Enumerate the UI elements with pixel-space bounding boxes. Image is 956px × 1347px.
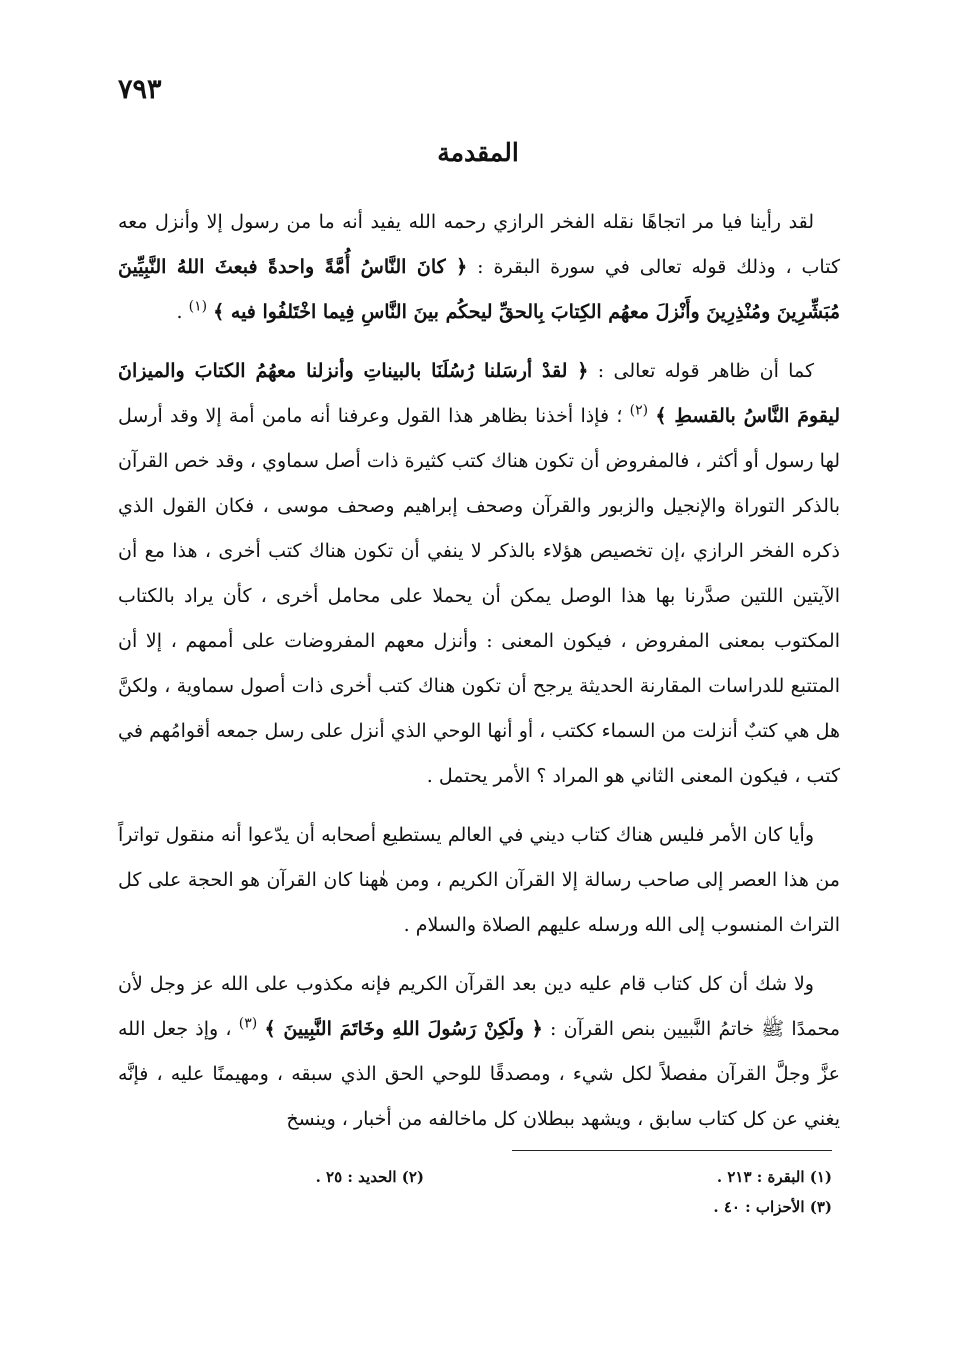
footnote-3: (٣) الأحزاب : ٤٠ . bbox=[713, 1198, 832, 1216]
paragraph-text: . bbox=[176, 301, 189, 323]
paragraph-text: ولا شك أن كل كتاب قام عليه دين بعد القرآن الكريم فإنه مكذوب على الله عز وجل لأن محمدًا ﷺ خاتمُ النَّبيين بنص القرآن : bbox=[118, 973, 841, 1040]
quran-verse: ﴿ كانَ النَّاسُ أُمَّةً واحدةً فبعثَ اللهُ النَّبِيِّينَ مُبَشِّرِينَ ومُنْذِرِينَ وأَنْزلَ معهُم الكِتابَ بِالحقِّ ليحكُم بينَ النَّاسِ فِيما اخْتَلفُوا فيه ﴾ bbox=[118, 256, 840, 323]
body-text bbox=[118, 200, 840, 1156]
page-title: المقدمة bbox=[437, 138, 519, 167]
paragraph-text: ؛ فإذا أخذنا بظاهر هذا القول وعرفنا أنه مامن أمة إلا وقد أرسل لها رسول أو أكثر ، فالمفروض أن تكون هناك كتب كثيرة ذات أصل سماوي ، وقد خص القرآن بالذكر التوراة والإنجيل والزبور والقرآن وصحف إبراهيم وصحف موسى ، فكان القول الذي ذكره الفخر الرازي ،إن تخصيص هؤلاء بالذكر لا ينفي أن تكون هناك كتب أخرى ، هذا مع أن الآيتين اللتين صدَّرنا بها هذا الوصل يمكن أن يحملا على محامل أخرى ، كأن يراد بالكتاب المكتوب بمعنى المفروض ، فيكون المعنى : وأنزل معهم المفروضات على أممهم ، إلا أن المتتبع للدراسات المقارنة الحديثة يرجح أن تكون هناك كتب أخرى ذات أصول سماوية ، ولكنَّ هل هي كتبٌ أنزلت من السماء ككتب ، أو أنها الوحي الذي أنزل على رسل جمعه أقوامُهم في كتب ، فيكون المعنى الثاني هو المراد ؟ الأمر يحتمل . bbox=[118, 405, 840, 787]
footnote-ref: (٢) bbox=[629, 402, 649, 419]
quran-verse: ﴿ ولَكِنْ رَسُولَ اللهِ وخَاتَمَ النَّبِيينَ ﴾ bbox=[264, 1018, 543, 1040]
footnote-divider bbox=[512, 1150, 832, 1151]
quran-verse: ﴿ لقدْ أرسَلنا رُسُلَنَا بالبيناتِ وأنزلنا معهُمُ الكتابَ والميزانَ ليقومَ النَّاسُ بالقسطِ ﴾ bbox=[118, 360, 841, 427]
paragraph-text: كما أن ظاهر قوله تعالى : bbox=[588, 360, 814, 382]
page-number: ٧٩٣ bbox=[118, 74, 162, 105]
paragraph-text: لقد رأينا فيا مر اتجاهًا نقله الفخر الرازي رحمه الله يفيد أنه ما من رسول إلا وأنزل معه كتاب ، وذلك قوله تعالى في سورة البقرة : bbox=[118, 211, 840, 278]
footnote-2: (٢) الحديد : ٢٥ . bbox=[315, 1168, 424, 1186]
footnote-ref: (٣) bbox=[238, 1015, 258, 1032]
paragraph-4 bbox=[118, 962, 840, 1142]
paragraph-text: وأيا كان الأمر فليس هناك كتاب ديني في العالم يستطيع أصحابه أن يدّعوا أنه منقول تواتراً من هذا العصر إلى صاحب رسالة إلا القرآن الكريم ، ومن هٰهنا كان القرآن هو الحجة على كل التراث المنسوب إلى الله ورسله عليهم الصلاة والسلام . bbox=[118, 824, 840, 936]
paragraph-3 bbox=[118, 813, 840, 948]
footnote-ref: (١) bbox=[188, 298, 208, 315]
footnote-1: (١) البقرة : ٢١٣ . bbox=[716, 1168, 832, 1186]
paragraph-2 bbox=[118, 349, 840, 799]
paragraph-1 bbox=[118, 200, 840, 335]
paragraph-text: ، وإذ جعل الله عزَّ وجلَّ القرآن مفصلاً لكل شيء ، ومصدقًا للوحي الحق الذي سبقه ، ومهيمنًا عليه ، فإنَّه يغني عن كل كتاب سابق ، ويشهد ببطلان كل ماخالفه من أخبار ، وينسخ bbox=[118, 1018, 840, 1130]
